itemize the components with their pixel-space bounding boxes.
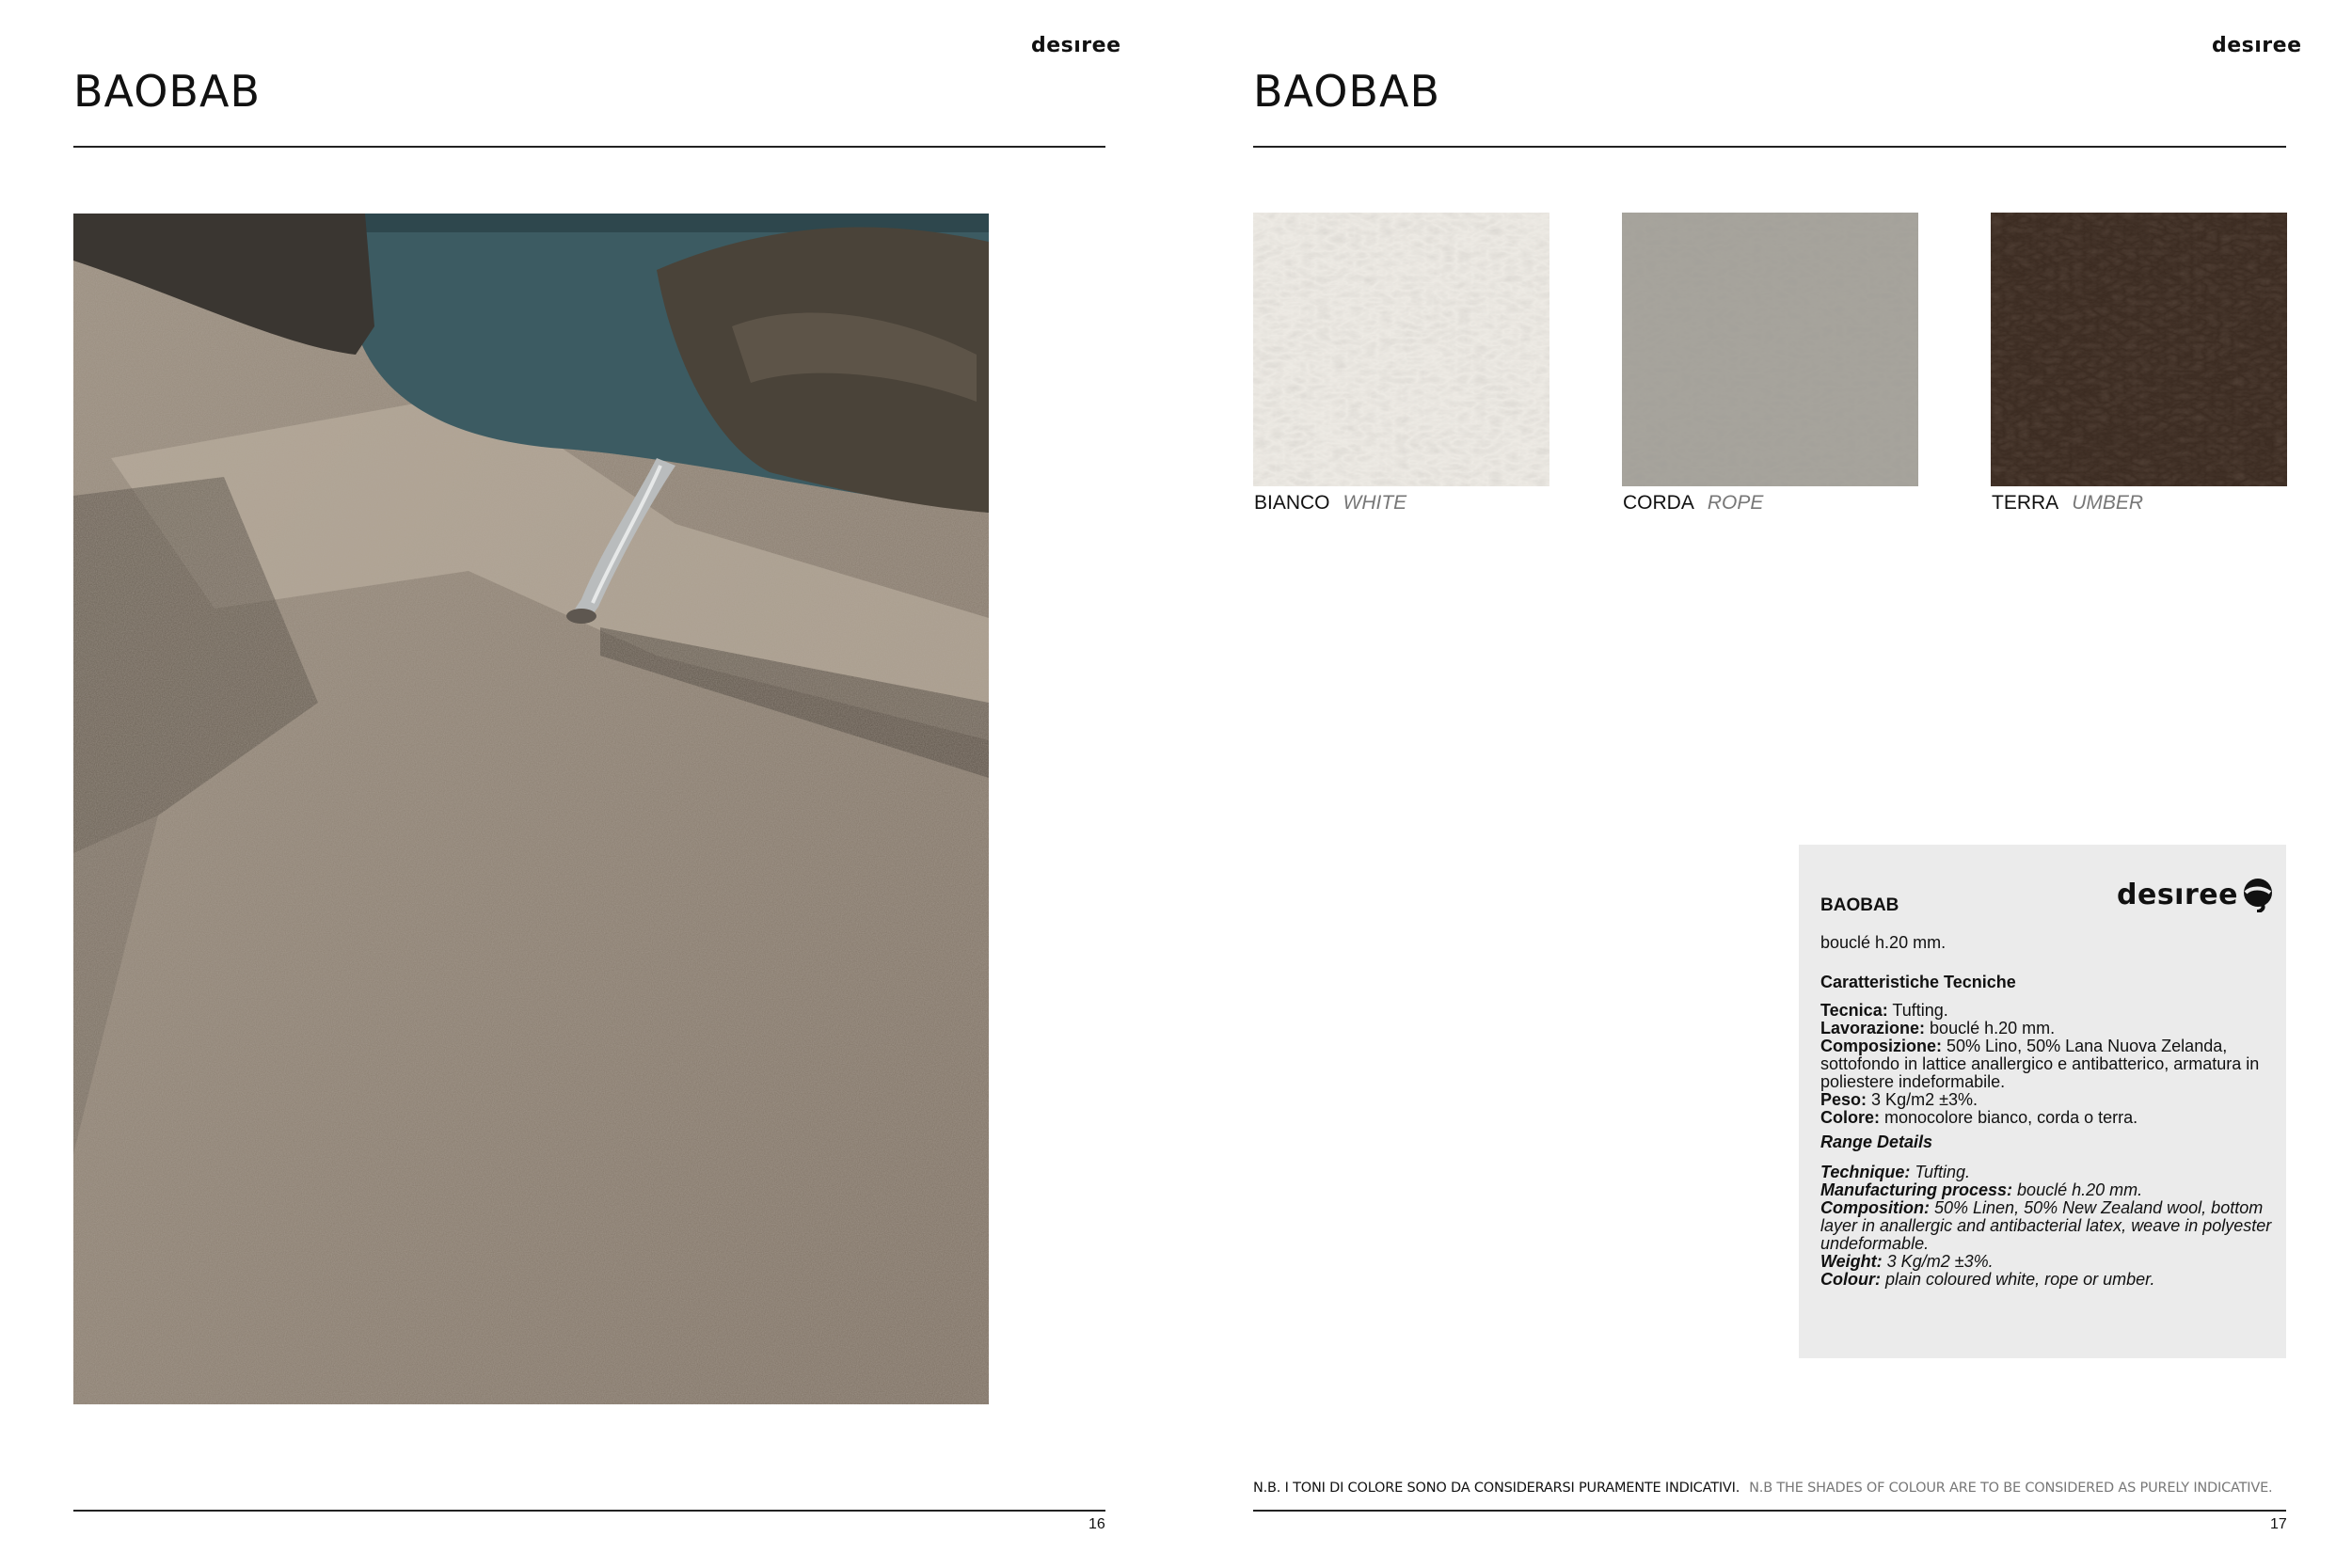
- swatch-terra: [1991, 213, 2287, 486]
- page-number-left: 16: [1089, 1516, 1105, 1532]
- spec-value: Tufting.: [1892, 1001, 1948, 1020]
- page-title-right: BAOBAB: [1253, 66, 1441, 117]
- spec-label: Colour:: [1820, 1270, 1881, 1289]
- spec-label: Composition:: [1820, 1198, 1930, 1217]
- wool-texture-umber-icon: [1991, 213, 2287, 486]
- spec-it-line: [1820, 1037, 2272, 1091]
- spec-brand: desıree: [2117, 878, 2238, 911]
- spec-it-heading: Caratteristiche Tecniche: [1820, 973, 2016, 991]
- brand-logo-right: desıree: [2212, 34, 2302, 57]
- spec-value: 50% Linen, 50% New Zealand wool, bottom layer in anallergic and antibacterial latex, weave in polyester undeformable.: [1820, 1198, 2272, 1253]
- spec-product-name: BAOBAB: [1820, 895, 1899, 915]
- spec-value: 3 Kg/m2 ±3%.: [1886, 1252, 1994, 1271]
- footer-rule-left: [73, 1510, 1105, 1512]
- footnote-en: N.B THE SHADES OF COLOUR ARE TO BE CONSIDERED AS PURELY INDICATIVE.: [1749, 1481, 2273, 1496]
- spec-it-line: [1820, 1109, 2272, 1127]
- spec-label: Peso:: [1820, 1090, 1867, 1109]
- spec-value: 3 Kg/m2 ±3%.: [1871, 1090, 1978, 1109]
- spec-value: bouclé h.20 mm.: [1930, 1019, 2056, 1037]
- spec-it-line: [1820, 1002, 2272, 1020]
- swatch-corda: [1622, 213, 1918, 486]
- spec-it-line: [1820, 1091, 2272, 1109]
- swatch-label-terra: [1992, 492, 2143, 515]
- swatch-label-corda: [1623, 492, 1763, 515]
- swatch-name-it: BIANCO: [1254, 492, 1330, 514]
- spec-logo: [2117, 877, 2274, 912]
- spec-english: [1820, 1132, 2272, 1289]
- swatch-name-en: ROPE: [1707, 492, 1764, 514]
- spec-label: Technique:: [1820, 1163, 1911, 1181]
- spec-label: Weight:: [1820, 1252, 1883, 1271]
- footer-rule-right: [1253, 1510, 2286, 1512]
- header-rule-left: [73, 146, 1105, 148]
- wool-texture-white-icon: [1253, 213, 1549, 486]
- spec-value: 50% Lino, 50% Lana Nuova Zelanda, sottofondo in lattice anallergico e antibatterico, armatura in poliestere indeformabile.: [1820, 1037, 2260, 1091]
- spec-en-line: [1820, 1199, 2272, 1253]
- spec-label: Lavorazione:: [1820, 1019, 1926, 1037]
- swatch-name-it: CORDA: [1623, 492, 1694, 514]
- spec-value: plain coloured white, rope or umber.: [1885, 1270, 2155, 1289]
- spec-box: [1799, 845, 2286, 1358]
- spec-value: Tufting.: [1915, 1163, 1971, 1181]
- spec-en-line: [1820, 1271, 2272, 1289]
- spec-en-line: [1820, 1253, 2272, 1271]
- spec-label: Composizione:: [1820, 1037, 1942, 1055]
- colour-disclaimer: [1253, 1481, 2272, 1496]
- page-number-right: 17: [2270, 1516, 2287, 1532]
- spec-value: monocolore bianco, corda o terra.: [1884, 1108, 2138, 1127]
- footnote-it: N.B. I TONI DI COLORE SONO DA CONSIDERARSI PURAMENTE INDICATIVI.: [1253, 1481, 1740, 1496]
- spec-en-line: [1820, 1181, 2272, 1199]
- swatch-name-en: UMBER: [2072, 492, 2144, 514]
- header-rule-right: [1253, 146, 2286, 148]
- rug-photo: [73, 214, 989, 1404]
- spec-value: bouclé h.20 mm.: [2017, 1180, 2143, 1199]
- page-title-left: BAOBAB: [73, 66, 262, 117]
- spec-subtitle: bouclé h.20 mm.: [1820, 933, 1947, 952]
- brand-logo-left: desıree: [1031, 34, 1121, 57]
- wool-texture-rope-icon: [1622, 213, 1918, 486]
- swatch-label-bianco: [1254, 492, 1406, 515]
- spec-italian: [1820, 973, 2272, 1127]
- rug-photo-icon: [73, 214, 989, 1404]
- brand-swirl-icon: [2242, 877, 2274, 912]
- swatch-bianco: [1253, 213, 1549, 486]
- spec-en-line: [1820, 1164, 2272, 1181]
- spec-label: Tecnica:: [1820, 1001, 1888, 1020]
- spec-label: Manufacturing process:: [1820, 1180, 2013, 1199]
- spec-en-heading: Range Details: [1820, 1132, 1933, 1151]
- swatch-name-en: WHITE: [1343, 492, 1407, 514]
- swatch-name-it: TERRA: [1992, 492, 2059, 514]
- spec-it-line: [1820, 1020, 2272, 1037]
- spec-label: Colore:: [1820, 1108, 1880, 1127]
